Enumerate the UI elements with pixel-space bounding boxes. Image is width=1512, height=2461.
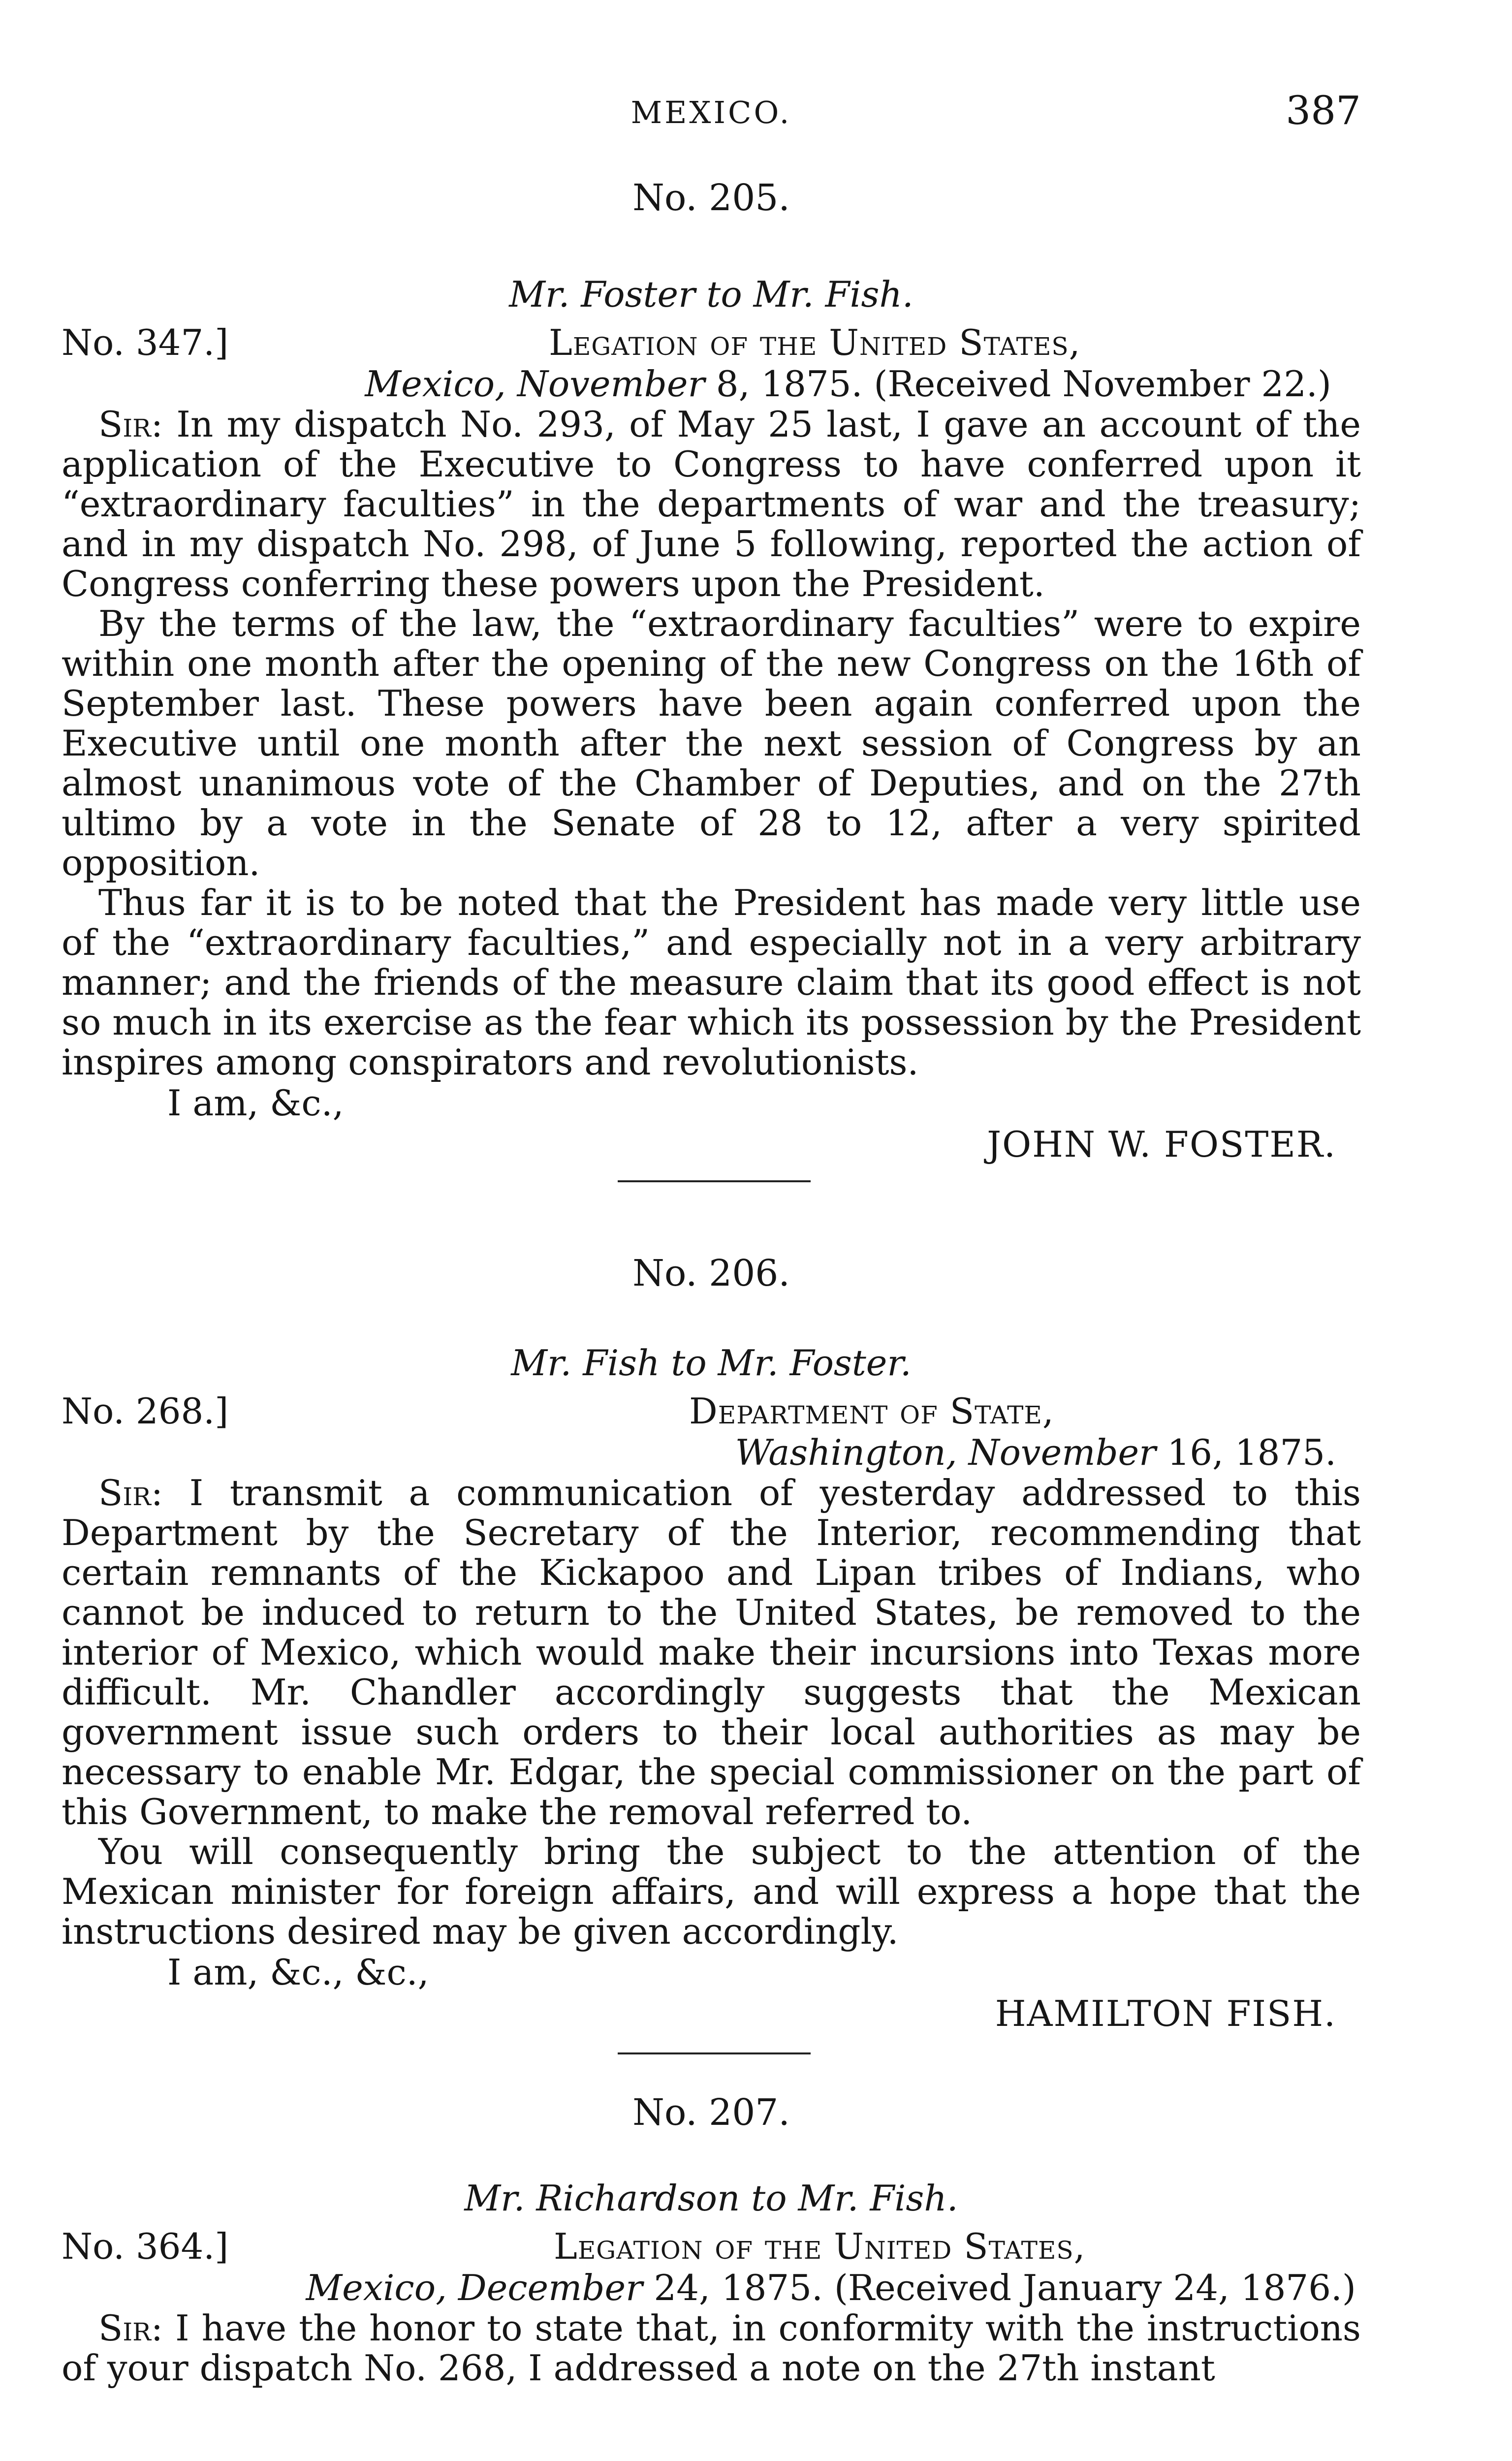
dispatch-number: No. 364.] [62, 2226, 229, 2267]
body-paragraph: Thus far it is to be noted that the President has made very little use of the “extraordinary faculties,” and especially not in a very arbitrary manner; and the friends of the measure claim that its good effect is not so much in its exercise as the fear which its possession by the President inspires among conspirators and revolutionists. [62, 882, 1361, 1083]
place-date [62, 1432, 1361, 1473]
salutation: Sir: [98, 2307, 163, 2349]
paragraph-text: I transmit a communication of yesterday addressed to this Department by the Secretary of the Interior, recommending that certain remnants of the Kickapoo and Lipan tribes of Indians, who cannot be induced to return to the United States, be removed to the interior of Mexico, which would make their incursions into Texas more difficult. Mr. Chandler accordingly suggests that the Mexican government issue such orders to their local authorities as may be necessary to enable Mr. Edgar, the special commissioner on the part of this Government, to make the removal referred to. [62, 1472, 1361, 1832]
date-month: November [968, 1432, 1156, 1473]
section-divider [618, 2052, 811, 2054]
dispatch-number: No. 268.] [62, 1390, 229, 1432]
document-206 [62, 1253, 1361, 2034]
document-number: No. 207. [632, 2091, 790, 2134]
body-paragraph [62, 405, 1361, 604]
document-207 [62, 2092, 1361, 2388]
date-month: December [458, 2267, 643, 2308]
body-paragraph [62, 1473, 1361, 1832]
document-number: No. 206. [632, 1252, 790, 1294]
sender-office: Legation of the United States, [554, 2226, 1086, 2267]
document-heading: Mr. Foster to Mr. Fish. [509, 274, 914, 315]
salutation: Sir: [98, 404, 163, 445]
document-205 [62, 177, 1361, 1165]
document-heading: Mr. Richardson to Mr. Fish. [464, 2177, 958, 2219]
date-rest: 16, 1875. [1167, 1432, 1336, 1473]
document-number: No. 205. [632, 177, 790, 219]
running-head [62, 88, 1361, 132]
sender-office: Legation of the United States, [549, 322, 1081, 363]
place-date [62, 2267, 1361, 2308]
date-rest: 8, 1875. (Received November 22.) [716, 363, 1331, 405]
dispatch-line [62, 2226, 1361, 2267]
signature: JOHN W. FOSTER. [987, 1124, 1336, 1165]
dispatch-number: No. 347.] [62, 322, 229, 363]
running-title: MEXICO. [630, 95, 792, 130]
paragraph-text: I have the honor to state that, in conformity with the instructions of your dispatch No. 268, I addressed a note on the 27th instant [62, 2307, 1361, 2389]
dispatch-line [62, 322, 1361, 363]
place: Mexico, [306, 2267, 447, 2308]
place: Washington, [735, 1432, 957, 1473]
date-rest: 24, 1875. (Received January 24, 1876.) [654, 2267, 1356, 2308]
document-page [62, 0, 1361, 2461]
sender-office: Department of State, [689, 1390, 1054, 1432]
place: Mexico, [365, 363, 506, 405]
date-month: November [517, 363, 705, 405]
dispatch-line [62, 1390, 1361, 1432]
place-date [62, 363, 1361, 405]
closing: I am, &c., [167, 1082, 344, 1124]
page-number: 387 [1286, 88, 1361, 133]
salutation: Sir: [98, 1472, 163, 1514]
document-heading: Mr. Fish to Mr. Foster. [511, 1342, 912, 1384]
body-paragraph: You will consequently bring the subject to the attention of the Mexican minister for foreign affairs, and will express a hope that the instructions desired may be given accordingly. [62, 1831, 1361, 1952]
closing: I am, &c., &c., [167, 1952, 429, 1993]
signature: HAMILTON FISH. [995, 1993, 1336, 2034]
section-divider [618, 1180, 811, 1182]
body-paragraph: By the terms of the law, the “extraordinary faculties” were to expire within one month after the opening of the new Congress on the 16th of September last. These powers have been again conferred upon the Executive until one month after the next session of Congress by an almost unanimous vote of the Chamber of Deputies, and on the 27th ultimo by a vote in the Senate of 28 to 12, after a very spirited opposition. [62, 603, 1361, 883]
paragraph-text: In my dispatch No. 293, of May 25 last, I gave an account of the application of the Executive to Congress to have conferred upon it “extraordinary faculties” in the departments of war and the treasury; and in my dispatch No. 298, of June 5 following, reported the action of Congress conferring these powers upon the President. [62, 404, 1361, 604]
body-paragraph [62, 2308, 1361, 2388]
